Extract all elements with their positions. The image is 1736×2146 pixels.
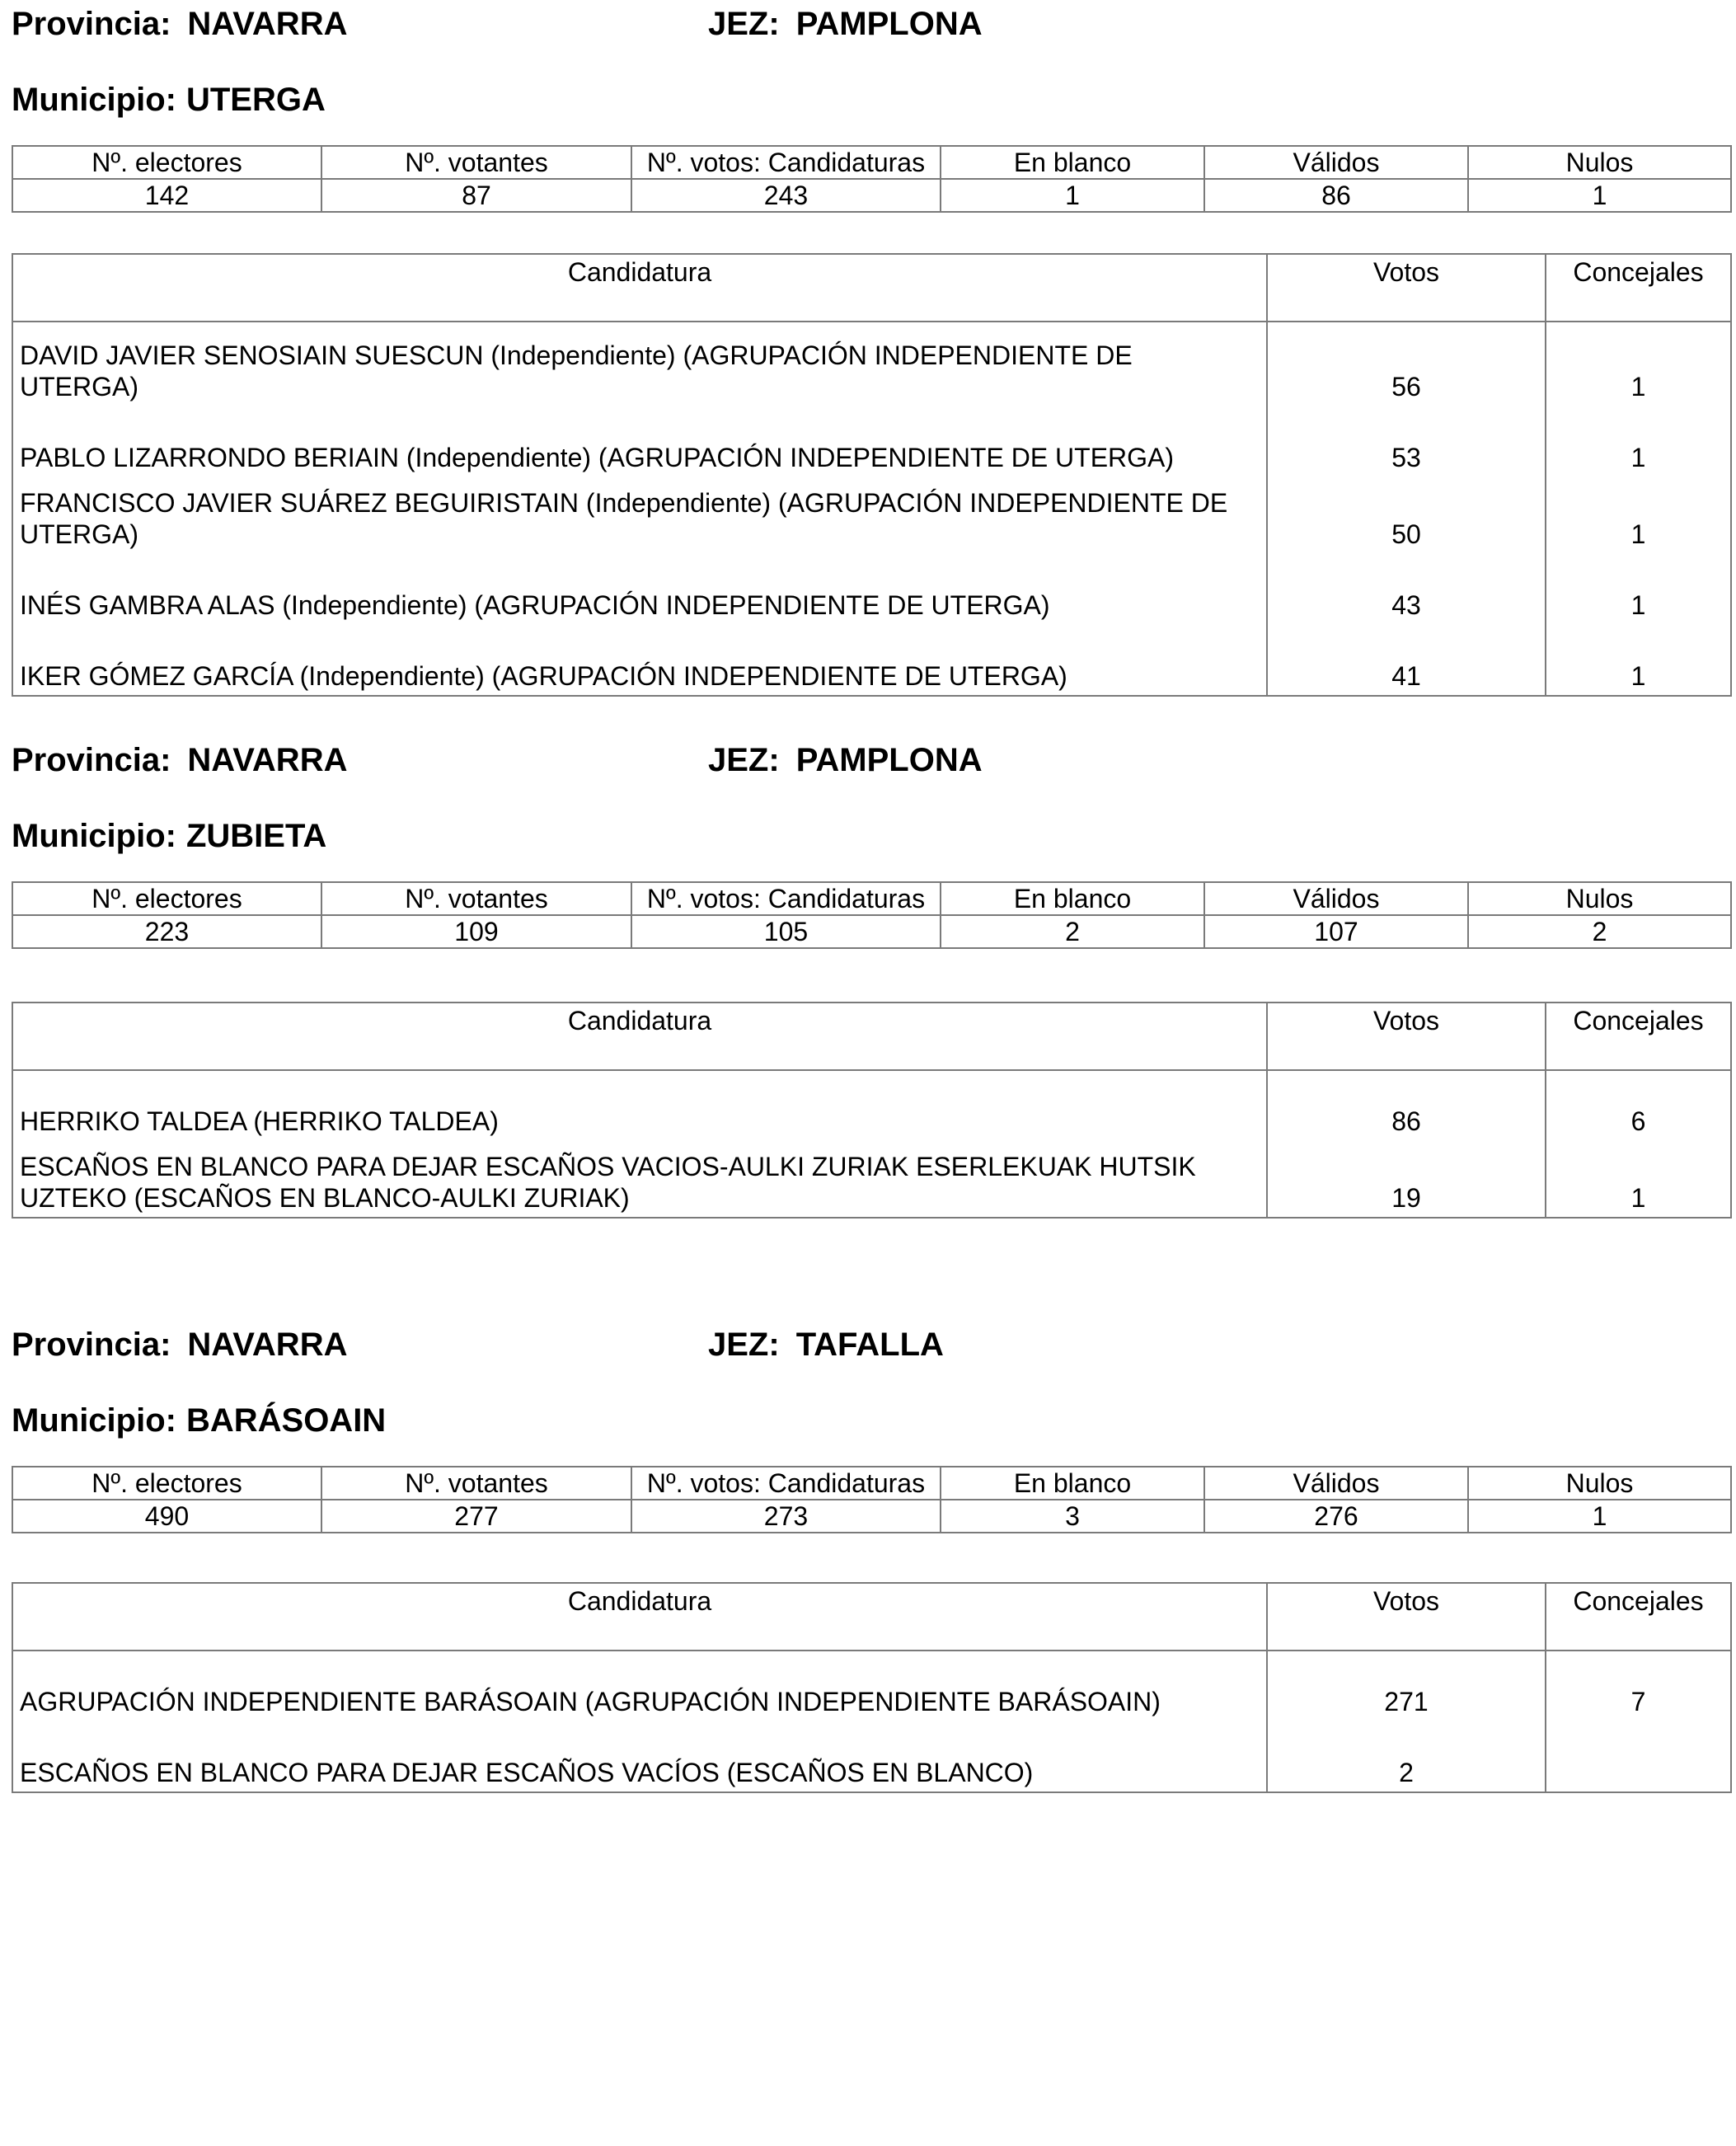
municipio-label: Municipio: bbox=[12, 818, 176, 854]
candidate-votos: 19 bbox=[1267, 1141, 1546, 1218]
jez-line bbox=[708, 740, 983, 781]
candidatura-header: Candidatura bbox=[12, 254, 1267, 322]
stats-table bbox=[12, 1466, 1732, 1533]
candidates-table bbox=[12, 1002, 1732, 1219]
stats-value-cell: 243 bbox=[631, 179, 941, 212]
stats-header-cell: En blanco bbox=[941, 882, 1204, 915]
jez-value: TAFALLA bbox=[795, 1327, 944, 1363]
stats-table bbox=[12, 881, 1732, 949]
candidate-row bbox=[12, 477, 1731, 554]
candidate-votos: 43 bbox=[1267, 554, 1546, 625]
municipio-label: Municipio: bbox=[12, 1402, 176, 1439]
candidate-concejales: 1 bbox=[1546, 406, 1731, 477]
stats-header-cell: Nulos bbox=[1468, 146, 1731, 179]
candidates-header-row bbox=[12, 254, 1731, 322]
stats-header-cell: Nº. votantes bbox=[321, 882, 631, 915]
municipio-line bbox=[12, 1400, 386, 1441]
jez-line bbox=[708, 1324, 944, 1365]
stats-header-cell: Nº. electores bbox=[12, 146, 321, 179]
stats-value-cell: 142 bbox=[12, 179, 321, 212]
stats-header-cell: Nulos bbox=[1468, 882, 1731, 915]
candidate-votos: 41 bbox=[1267, 625, 1546, 696]
stats-value-cell: 273 bbox=[631, 1500, 941, 1533]
municipio-value: UTERGA bbox=[185, 82, 326, 118]
stats-value-cell: 277 bbox=[321, 1500, 631, 1533]
candidate-name: DAVID JAVIER SENOSIAIN SUESCUN (Independiente) (AGRUPACIÓN INDEPENDIENTE DE UTERGA) bbox=[12, 322, 1267, 406]
stats-value-row bbox=[12, 915, 1731, 948]
jez-label: JEZ: bbox=[708, 6, 780, 42]
municipio-line bbox=[12, 815, 326, 857]
candidates-table bbox=[12, 253, 1732, 697]
jez-value: PAMPLONA bbox=[795, 742, 983, 778]
candidates-table bbox=[12, 1582, 1732, 1793]
stats-value-cell: 86 bbox=[1204, 179, 1468, 212]
stats-value-cell: 223 bbox=[12, 915, 321, 948]
candidate-name: INÉS GAMBRA ALAS (Independiente) (AGRUPACIÓN INDEPENDIENTE DE UTERGA) bbox=[12, 554, 1267, 625]
municipio-line bbox=[12, 79, 326, 120]
jez-label: JEZ: bbox=[708, 742, 780, 778]
candidate-concejales: 6 bbox=[1546, 1070, 1731, 1141]
stats-header-cell: Válidos bbox=[1204, 882, 1468, 915]
provincia-value: NAVARRA bbox=[187, 742, 348, 778]
jez-value: PAMPLONA bbox=[795, 6, 983, 42]
stats-header-cell: Nº. votos: Candidaturas bbox=[631, 1467, 941, 1500]
candidate-concejales: 1 bbox=[1546, 625, 1731, 696]
stats-header-cell: Nº. electores bbox=[12, 882, 321, 915]
stats-value-cell: 1 bbox=[1468, 179, 1731, 212]
stats-value-cell: 2 bbox=[1468, 915, 1731, 948]
candidate-row bbox=[12, 1651, 1731, 1721]
stats-header-cell: Nº. votantes bbox=[321, 146, 631, 179]
municipio-label: Municipio: bbox=[12, 82, 176, 118]
candidatura-header: Candidatura bbox=[12, 1583, 1267, 1651]
stats-header-cell: Válidos bbox=[1204, 1467, 1468, 1500]
candidate-row bbox=[12, 625, 1731, 696]
votos-header: Votos bbox=[1267, 1003, 1546, 1070]
candidate-concejales: 1 bbox=[1546, 322, 1731, 406]
stats-value-cell: 87 bbox=[321, 179, 631, 212]
votos-header: Votos bbox=[1267, 254, 1546, 322]
candidate-name: PABLO LIZARRONDO BERIAIN (Independiente) (AGRUPACIÓN INDEPENDIENTE DE UTERGA) bbox=[12, 406, 1267, 477]
provincia-line bbox=[12, 3, 347, 45]
candidate-name: ESCAÑOS EN BLANCO PARA DEJAR ESCAÑOS VACIOS-AULKI ZURIAK ESERLEKUAK HUTSIK UZTEKO (ESCAÑOS EN BLANCO-AULKI ZURIAK) bbox=[12, 1141, 1267, 1218]
stats-value-cell: 3 bbox=[941, 1500, 1204, 1533]
provincia-label: Provincia: bbox=[12, 1327, 171, 1363]
concejales-header: Concejales bbox=[1546, 1003, 1731, 1070]
stats-header-cell: Nº. electores bbox=[12, 1467, 321, 1500]
candidate-name: ESCAÑOS EN BLANCO PARA DEJAR ESCAÑOS VACÍOS (ESCAÑOS EN BLANCO) bbox=[12, 1721, 1267, 1792]
concejales-header: Concejales bbox=[1546, 254, 1731, 322]
candidate-name: HERRIKO TALDEA (HERRIKO TALDEA) bbox=[12, 1070, 1267, 1141]
stats-value-cell: 276 bbox=[1204, 1500, 1468, 1533]
candidates-header-row bbox=[12, 1003, 1731, 1070]
candidate-concejales: 1 bbox=[1546, 554, 1731, 625]
stats-value-cell: 1 bbox=[1468, 1500, 1731, 1533]
candidate-name: IKER GÓMEZ GARCÍA (Independiente) (AGRUPACIÓN INDEPENDIENTE DE UTERGA) bbox=[12, 625, 1267, 696]
stats-value-row bbox=[12, 179, 1731, 212]
stats-header-cell: Válidos bbox=[1204, 146, 1468, 179]
candidate-row bbox=[12, 1141, 1731, 1218]
candidate-name: AGRUPACIÓN INDEPENDIENTE BARÁSOAIN (AGRUPACIÓN INDEPENDIENTE BARÁSOAIN) bbox=[12, 1651, 1267, 1721]
stats-header-row bbox=[12, 882, 1731, 915]
candidate-concejales: 1 bbox=[1546, 477, 1731, 554]
section-header bbox=[12, 740, 1730, 781]
candidatura-header: Candidatura bbox=[12, 1003, 1267, 1070]
stats-header-cell: Nº. votos: Candidaturas bbox=[631, 146, 941, 179]
provincia-value: NAVARRA bbox=[187, 6, 348, 42]
candidate-name: FRANCISCO JAVIER SUÁREZ BEGUIRISTAIN (Independiente) (AGRUPACIÓN INDEPENDIENTE DE UTERGA) bbox=[12, 477, 1267, 554]
candidates-header-row bbox=[12, 1583, 1731, 1651]
candidate-row bbox=[12, 1070, 1731, 1141]
jez-label: JEZ: bbox=[708, 1327, 780, 1363]
candidate-concejales bbox=[1546, 1721, 1731, 1792]
stats-value-cell: 2 bbox=[941, 915, 1204, 948]
provincia-label: Provincia: bbox=[12, 6, 171, 42]
candidate-votos: 53 bbox=[1267, 406, 1546, 477]
section-header bbox=[12, 3, 1730, 45]
section-header bbox=[12, 1324, 1730, 1365]
candidate-row bbox=[12, 554, 1731, 625]
municipio-value: BARÁSOAIN bbox=[185, 1402, 387, 1439]
provincia-label: Provincia: bbox=[12, 742, 171, 778]
provincia-line bbox=[12, 1324, 347, 1365]
stats-header-cell: Nº. votos: Candidaturas bbox=[631, 882, 941, 915]
concejales-header: Concejales bbox=[1546, 1583, 1731, 1651]
stats-value-cell: 490 bbox=[12, 1500, 321, 1533]
stats-header-cell: Nulos bbox=[1468, 1467, 1731, 1500]
stats-header-row bbox=[12, 146, 1731, 179]
candidate-votos: 271 bbox=[1267, 1651, 1546, 1721]
votos-header: Votos bbox=[1267, 1583, 1546, 1651]
stats-header-cell: Nº. votantes bbox=[321, 1467, 631, 1500]
stats-table bbox=[12, 145, 1732, 213]
stats-header-row bbox=[12, 1467, 1731, 1500]
stats-value-cell: 105 bbox=[631, 915, 941, 948]
candidate-votos: 2 bbox=[1267, 1721, 1546, 1792]
stats-value-row bbox=[12, 1500, 1731, 1533]
jez-line bbox=[708, 3, 983, 45]
stats-header-cell: En blanco bbox=[941, 146, 1204, 179]
candidate-concejales: 7 bbox=[1546, 1651, 1731, 1721]
candidate-row bbox=[12, 322, 1731, 406]
candidate-concejales: 1 bbox=[1546, 1141, 1731, 1218]
candidate-row bbox=[12, 406, 1731, 477]
stats-header-cell: En blanco bbox=[941, 1467, 1204, 1500]
candidate-votos: 86 bbox=[1267, 1070, 1546, 1141]
stats-value-cell: 107 bbox=[1204, 915, 1468, 948]
stats-value-cell: 1 bbox=[941, 179, 1204, 212]
candidate-votos: 56 bbox=[1267, 322, 1546, 406]
stats-value-cell: 109 bbox=[321, 915, 631, 948]
municipio-value: ZUBIETA bbox=[185, 818, 327, 854]
candidate-votos: 50 bbox=[1267, 477, 1546, 554]
candidate-row bbox=[12, 1721, 1731, 1792]
provincia-value: NAVARRA bbox=[187, 1327, 348, 1363]
provincia-line bbox=[12, 740, 347, 781]
